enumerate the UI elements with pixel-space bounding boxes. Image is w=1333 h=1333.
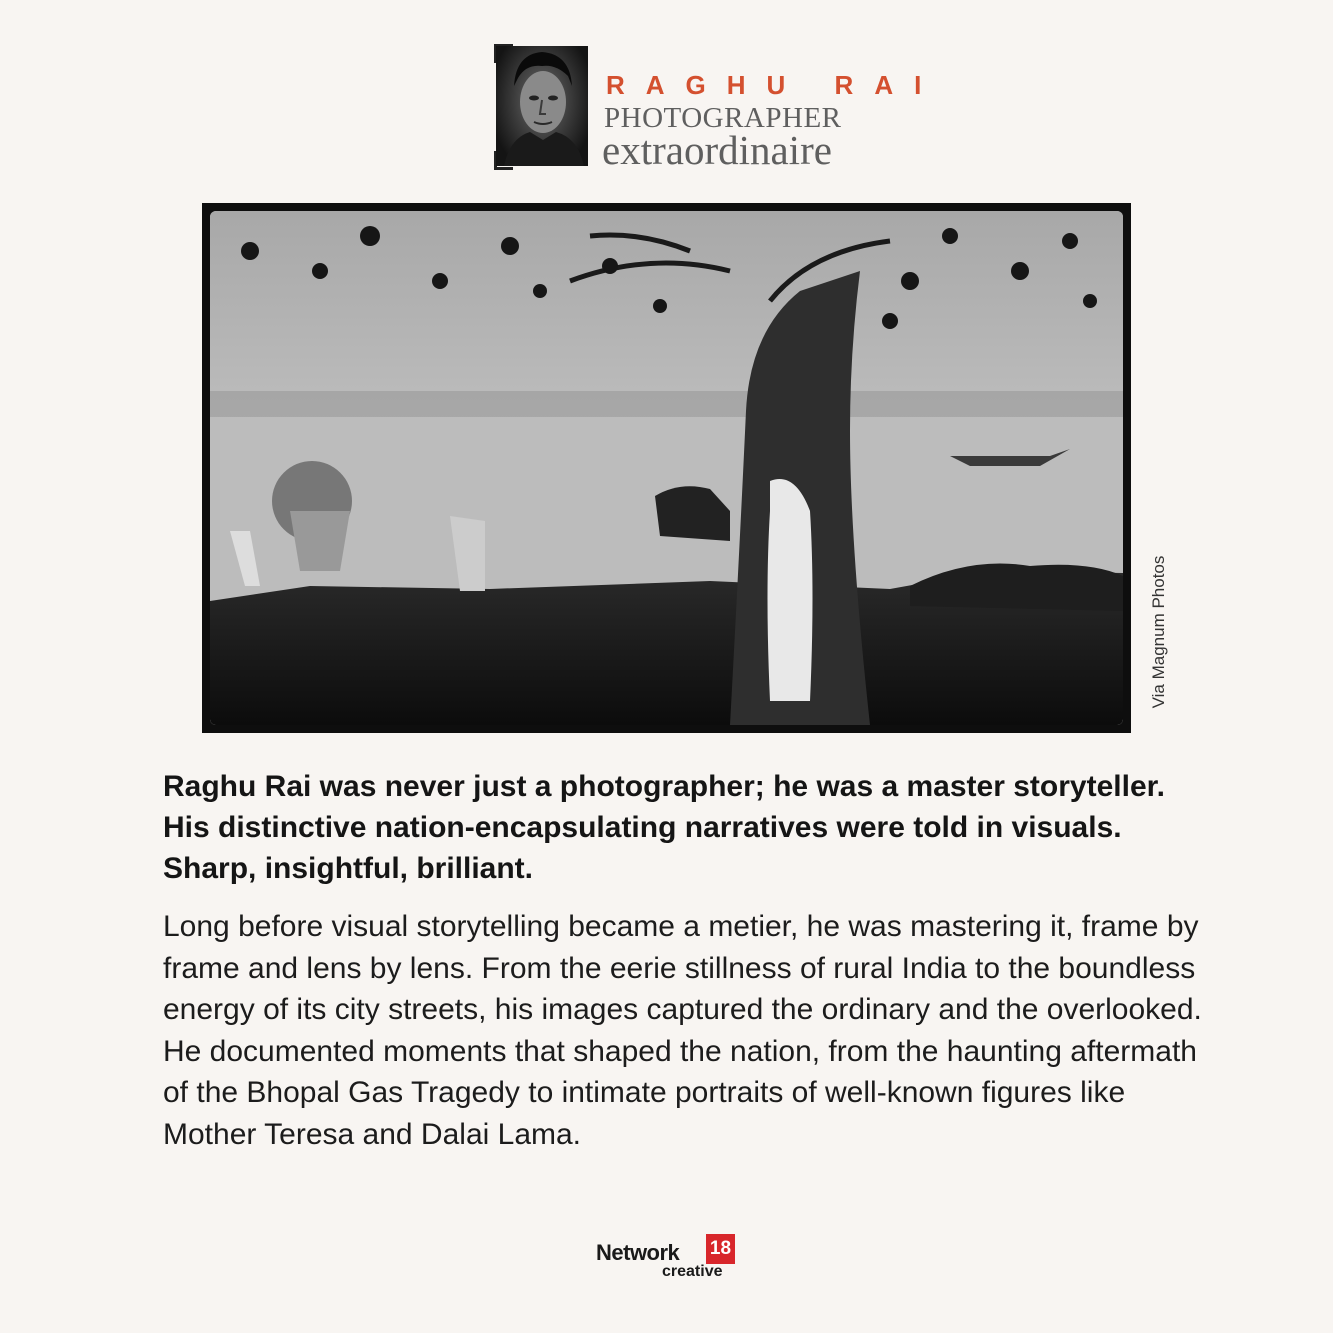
header <box>494 44 943 173</box>
body-paragraph: Long before visual storytelling became a metier, he was mastering it, frame by frame and lens by lens. From the eerie stillness of rural India to the boundless energy of its city streets, his images captured the ordinary and the overlooked. He documented moments that shaped the nation, from the haunting aftermath of the Bhopal Gas Tragedy to intimate portraits of well-known figures like Mother Teresa and Dalai Lama. <box>163 910 1202 1151</box>
photographer-name: RAGHU RAI <box>606 70 943 100</box>
logo-subtitle: creative <box>662 1263 723 1280</box>
logo-wordmark: Network <box>596 1240 680 1265</box>
featured-photo-frame <box>202 203 1131 733</box>
logo-number-badge: 18 <box>706 1234 735 1264</box>
lead-paragraph: Raghu Rai was never just a photographer; he was a master storyteller. His distinctive nation-encapsulating narratives were told in visuals. Sharp, insightful, brilliant. <box>163 770 1165 885</box>
photographer-portrait <box>496 46 588 166</box>
photo-credit: Via Magnum Photos <box>1149 555 1168 709</box>
featured-photo <box>210 211 1123 725</box>
photographer-role: PHOTOGRAPHER <box>604 102 842 134</box>
network18-creative-logo <box>596 1232 746 1282</box>
photographer-tagline: extraordinaire <box>602 127 832 173</box>
